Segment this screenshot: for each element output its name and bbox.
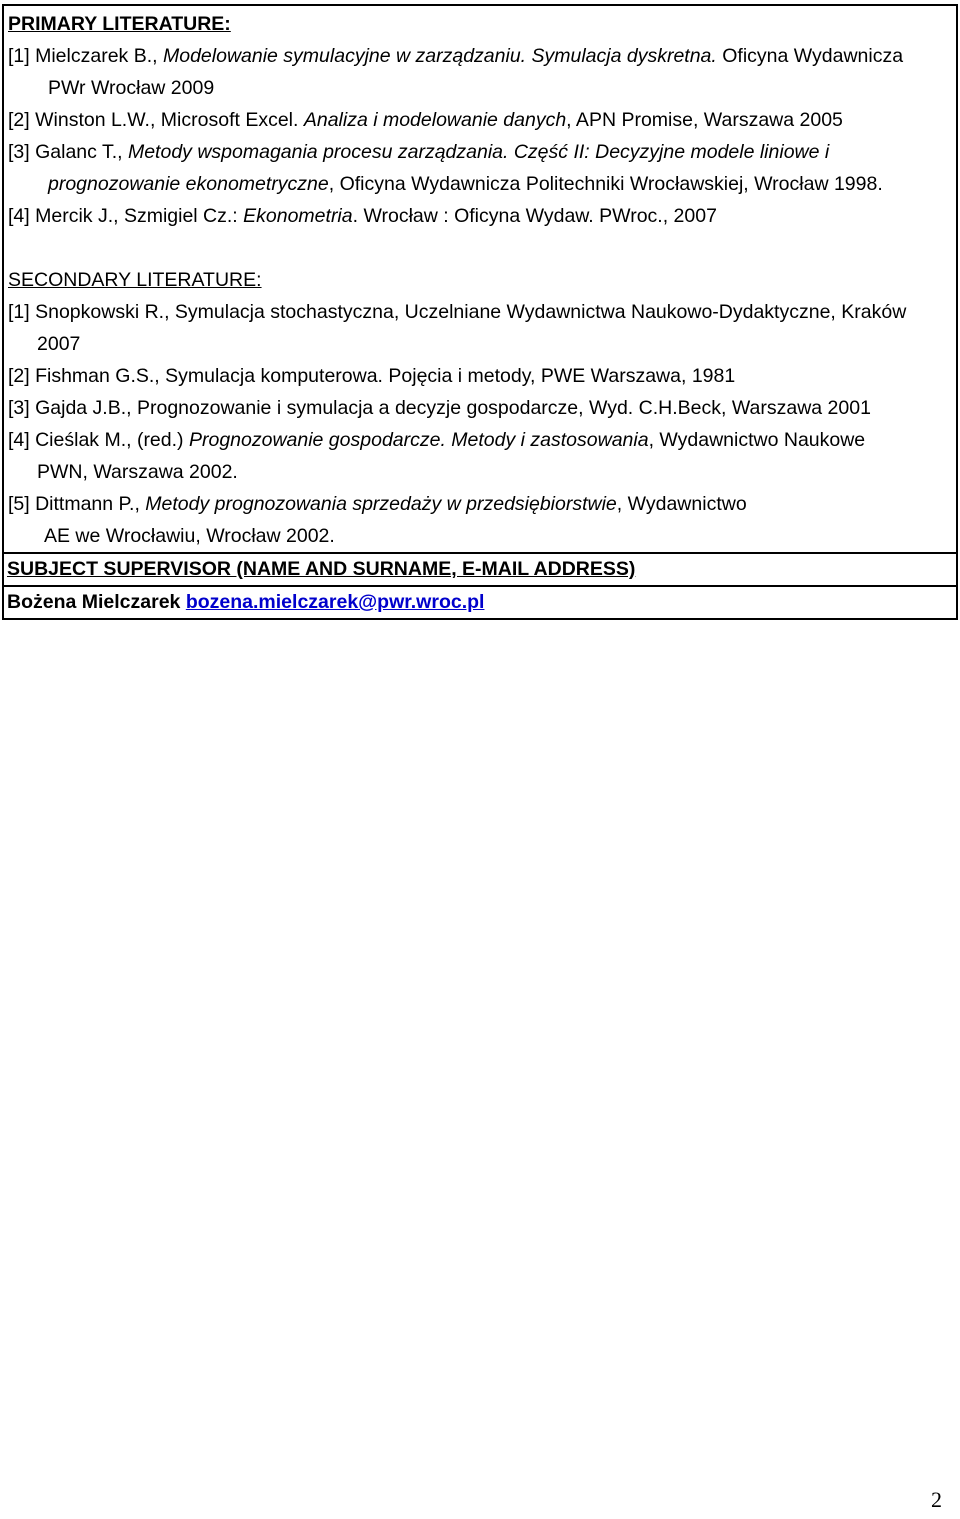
supervisor-row: [4, 585, 956, 618]
secondary-item-4-continuation: PWN, Warszawa 2002.: [37, 461, 238, 483]
primary-item-1-continuation: PWr Wrocław 2009: [48, 77, 215, 99]
primary-item-4: [4] Mercik J., Szmigiel Cz.: Ekonometria. Wrocław : Oficyna Wydaw. PWroc., 2007: [8, 205, 717, 227]
literature-section: [4, 6, 956, 552]
primary-item-3-continuation: prognozowanie ekonometryczne, Oficyna Wydawnicza Politechniki Wrocławskiej, Wrocław 1998.: [48, 173, 883, 195]
secondary-item-1-continuation: 2007: [37, 333, 81, 355]
primary-item-3: [3] Galanc T., Metody wspomagania procesu zarządzania. Część II: Decyzyjne modele liniowe i: [8, 141, 830, 163]
secondary-item-3: [3] Gajda J.B., Prognozowanie i symulacja a decyzje gospodarcze, Wyd. C.H.Beck, Warszawa 2001: [8, 397, 871, 419]
secondary-item-5: [5] Dittmann P., Metody prognozowania sprzedaży w przedsiębiorstwie, Wydawnictwo: [8, 493, 747, 515]
literature-table: [2, 4, 958, 620]
secondary-item-1: [1] Snopkowski R., Symulacja stochastyczna, Uczelniane Wydawnictwa Naukowo-Dydaktyczne, Kraków: [8, 301, 907, 323]
secondary-literature-heading: SECONDARY LITERATURE:: [8, 269, 262, 291]
supervisor-email-link[interactable]: bozena.mielczarek@pwr.wroc.pl: [185, 591, 485, 613]
primary-item-1: [1] Mielczarek B., Modelowanie symulacyjne w zarządzaniu. Symulacja dyskretna. Oficyna Wydawnicza: [8, 45, 904, 67]
supervisor-name: Bożena Mielczarek: [7, 591, 186, 613]
primary-literature-heading: PRIMARY LITERATURE:: [8, 13, 231, 35]
secondary-item-2: [2] Fishman G.S., Symulacja komputerowa. Pojęcia i metody, PWE Warszawa, 1981: [8, 365, 736, 387]
primary-item-2: [2] Winston L.W., Microsoft Excel. Analiza i modelowanie danych, APN Promise, Warszawa 2005: [8, 109, 843, 131]
supervisor-heading: SUBJECT SUPERVISOR (NAME AND SURNAME, E-MAIL ADDRESS): [4, 552, 956, 585]
secondary-item-4: [4] Cieślak M., (red.) Prognozowanie gospodarcze. Metody i zastosowania, Wydawnictwo Naukowe: [8, 429, 866, 451]
page-number: 2: [931, 1487, 942, 1512]
secondary-item-5-continuation: AE we Wrocławiu, Wrocław 2002.: [44, 525, 335, 547]
